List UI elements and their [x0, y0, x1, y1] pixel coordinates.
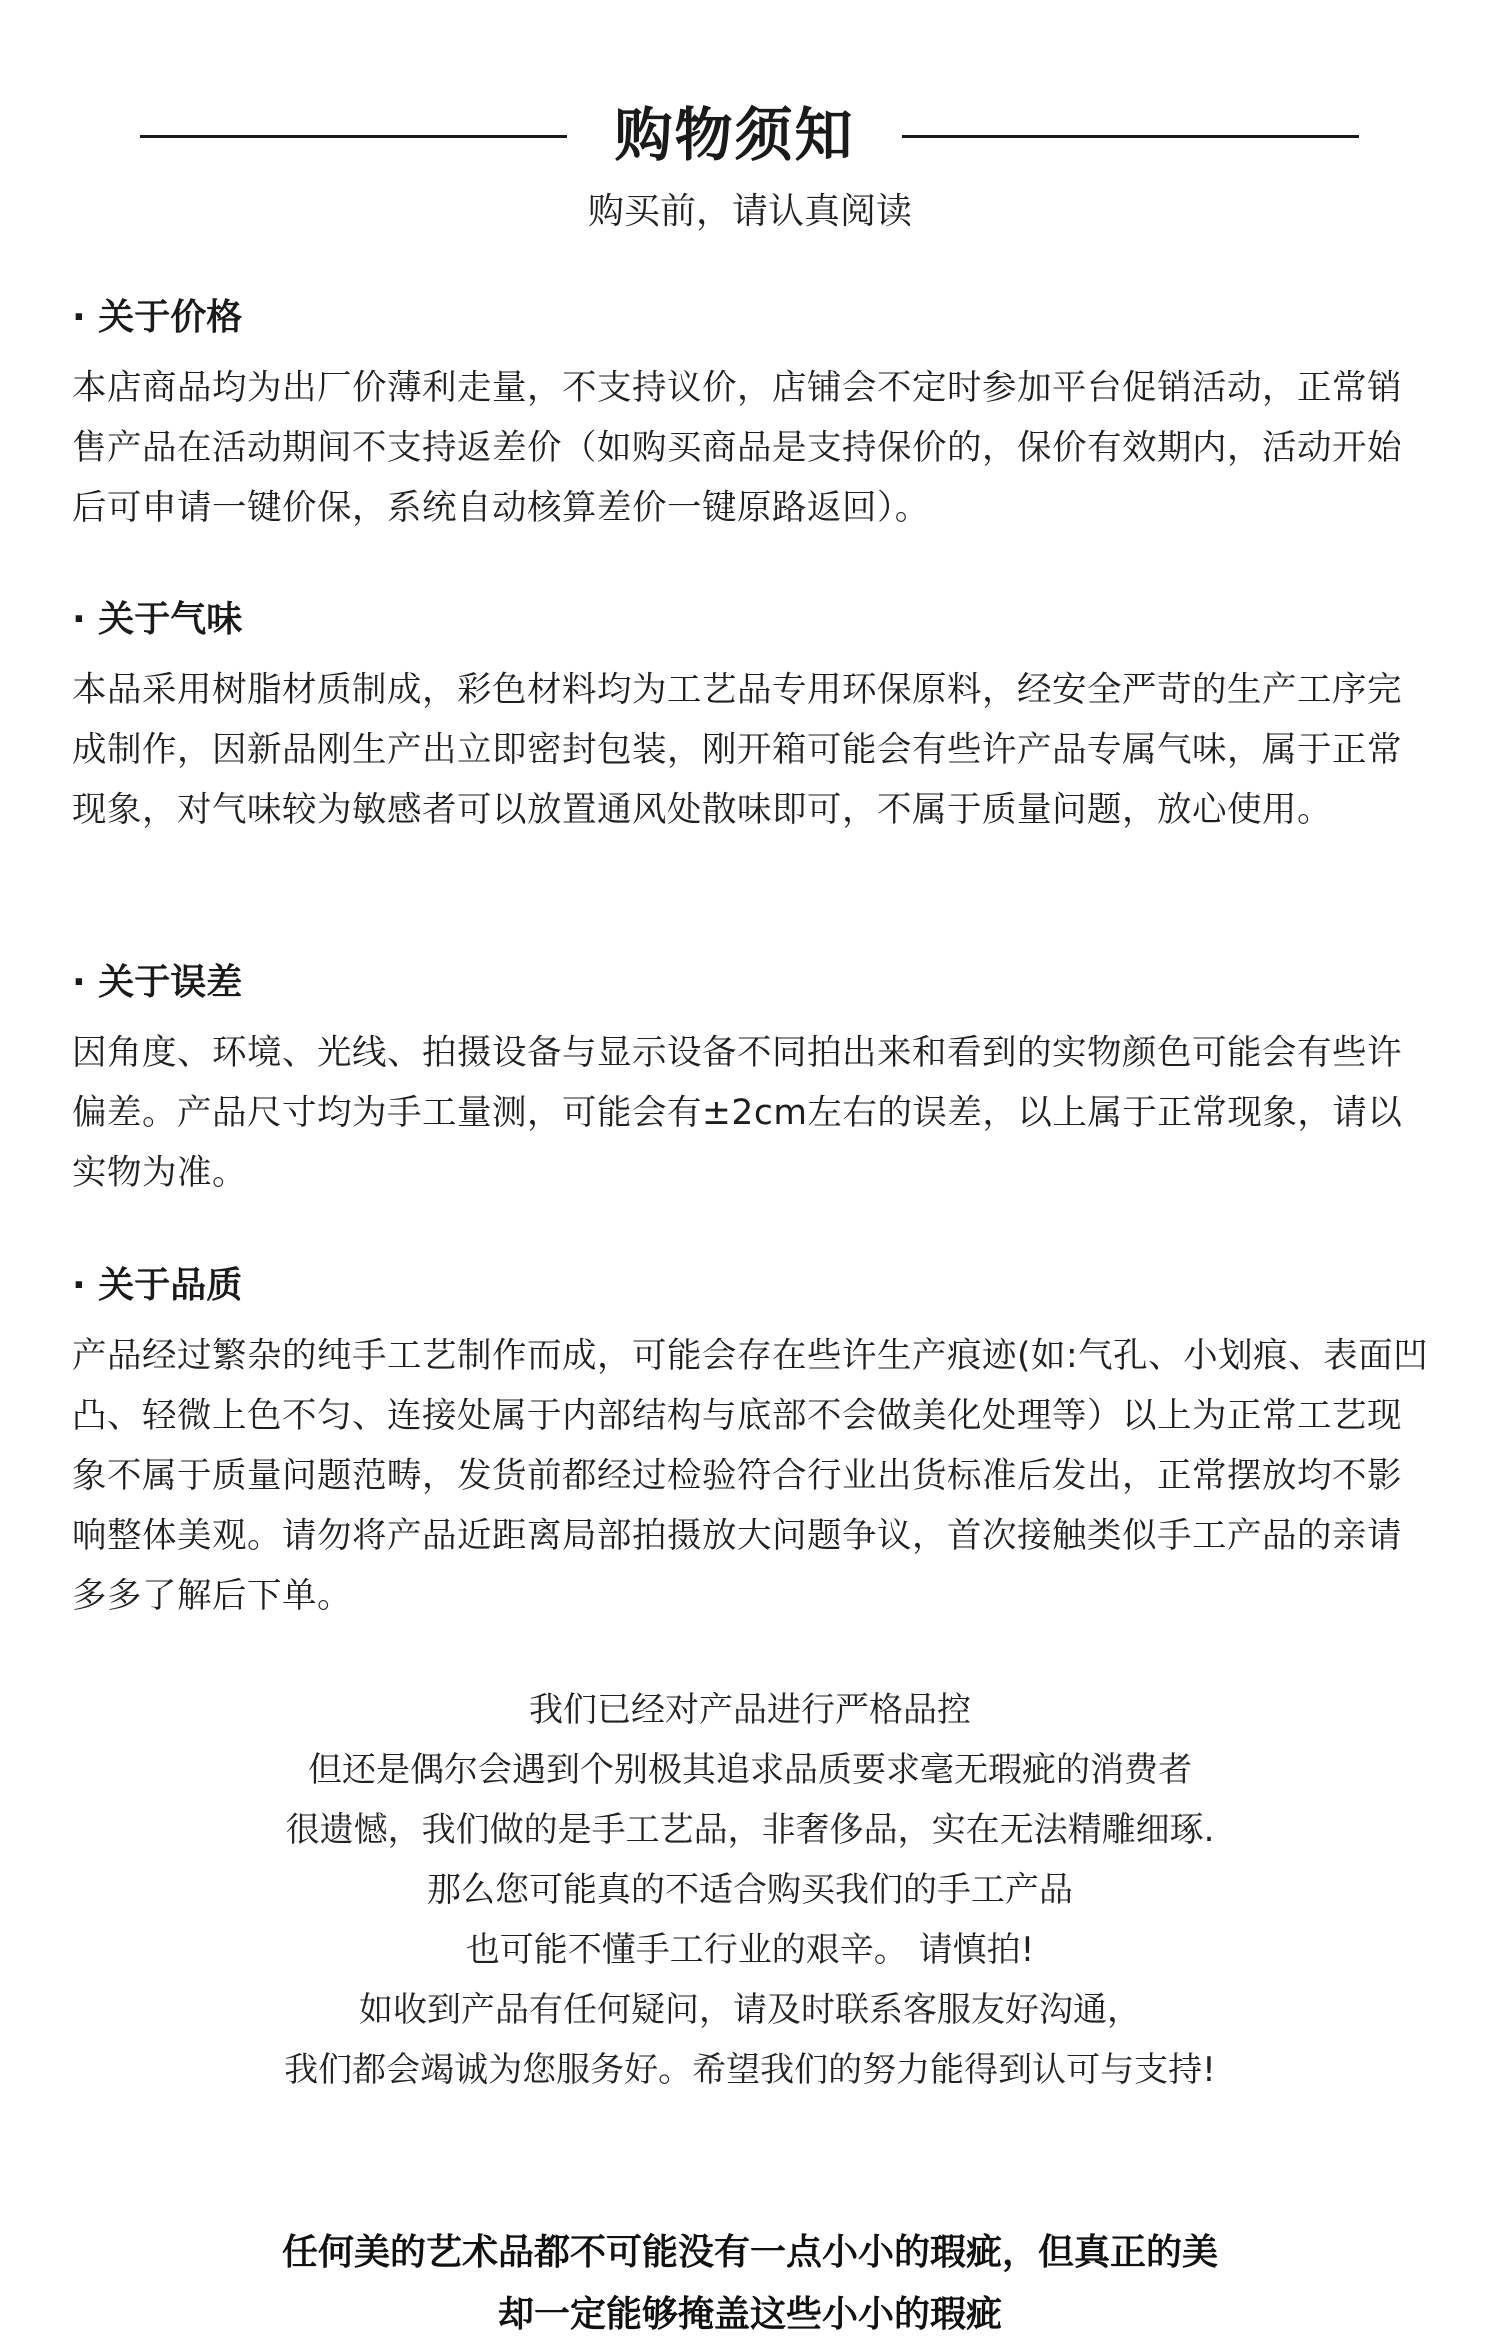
section-body: 本店商品均为出厂价薄利走量，不支持议价，店铺会不定时参加平台促销活动，正常销售产品在活动期间不支持返差价（如购买商品是支持保价的，保价有效期内，活动开始后可申请一键价保，系统自动核算差价一键原路返回）。: [72, 368, 1402, 528]
notice-line: 那么您可能真的不适合购买我们的手工产品: [427, 1870, 1073, 1910]
section-heading: · 关于误差: [72, 962, 243, 1003]
notice-line: 如收到产品有任何疑问，请及时联系客服友好沟通，: [359, 1990, 1141, 2030]
notice-line: 但还是偶尔会遇到个别极其追求品质要求毫无瑕疵的消费者: [308, 1750, 1192, 1790]
section-odor: [72, 592, 1432, 840]
section-price: [72, 290, 1432, 538]
section-body: 本品采用树脂材质制成，彩色材料均为工艺品专用环保原料，经安全严苛的生产工序完成制作，因新品刚生产出立即密封包装，刚开箱可能会有些许产品专属气味，属于正常现象，对气味较为敏感者可以放置通风处散味即可，不属于质量问题，放心使用。: [72, 670, 1402, 830]
page-title: 购物须知: [614, 101, 855, 169]
notice-line: 我们已经对产品进行严格品控: [529, 1690, 971, 1730]
header-divider-right: [902, 135, 1359, 138]
notice-line: 也可能不懂手工行业的艰辛。 请慎拍!: [465, 1930, 1035, 1970]
closing-line: 却一定能够掩盖这些小小的瑕疵: [497, 2294, 1002, 2335]
section-heading: · 关于品质: [72, 1265, 243, 1306]
quality-notice: [60, 1680, 1440, 2100]
header-divider-left: [140, 135, 567, 138]
section-heading: · 关于价格: [72, 297, 243, 338]
page-subtitle: 购买前，请认真阅读: [587, 191, 912, 232]
section-body: 产品经过繁杂的纯手工艺制作而成，可能会存在些许生产痕迹(如:气孔、小划痕、表面凹凸、轻微上色不匀、连接处属于内部结构与底部不会做美化处理等）以上为正常工艺现象不属于质量问题范畴，发货前都经过检验符合行业出货标准后发出，正常摆放均不影响整体美观。请勿将产品近距离局部拍摄放大问题争议，首次接触类似手工产品的亲请多多了解后下单。: [72, 1336, 1429, 1616]
closing-statement: [60, 2222, 1440, 2346]
section-heading: · 关于气味: [72, 599, 243, 640]
notice-line: 我们都会竭诚为您服务好。希望我们的努力能得到认可与支持!: [284, 2050, 1216, 2090]
notice-line: 很遗憾，我们做的是手工艺品，非奢侈品，实在无法精雕细琢.: [285, 1810, 1215, 1850]
section-tolerance: [72, 955, 1432, 1203]
section-quality: [72, 1258, 1432, 1626]
section-body: 因角度、环境、光线、拍摄设备与显示设备不同拍出来和看到的实物颜色可能会有些许偏差。产品尺寸均为手工量测，可能会有±2cm左右的误差，以上属于正常现象，请以实物为准。: [72, 1033, 1403, 1193]
page-header: [0, 95, 1500, 175]
closing-line: 任何美的艺术品都不可能没有一点小小的瑕疵，但真正的美: [281, 2232, 1218, 2273]
